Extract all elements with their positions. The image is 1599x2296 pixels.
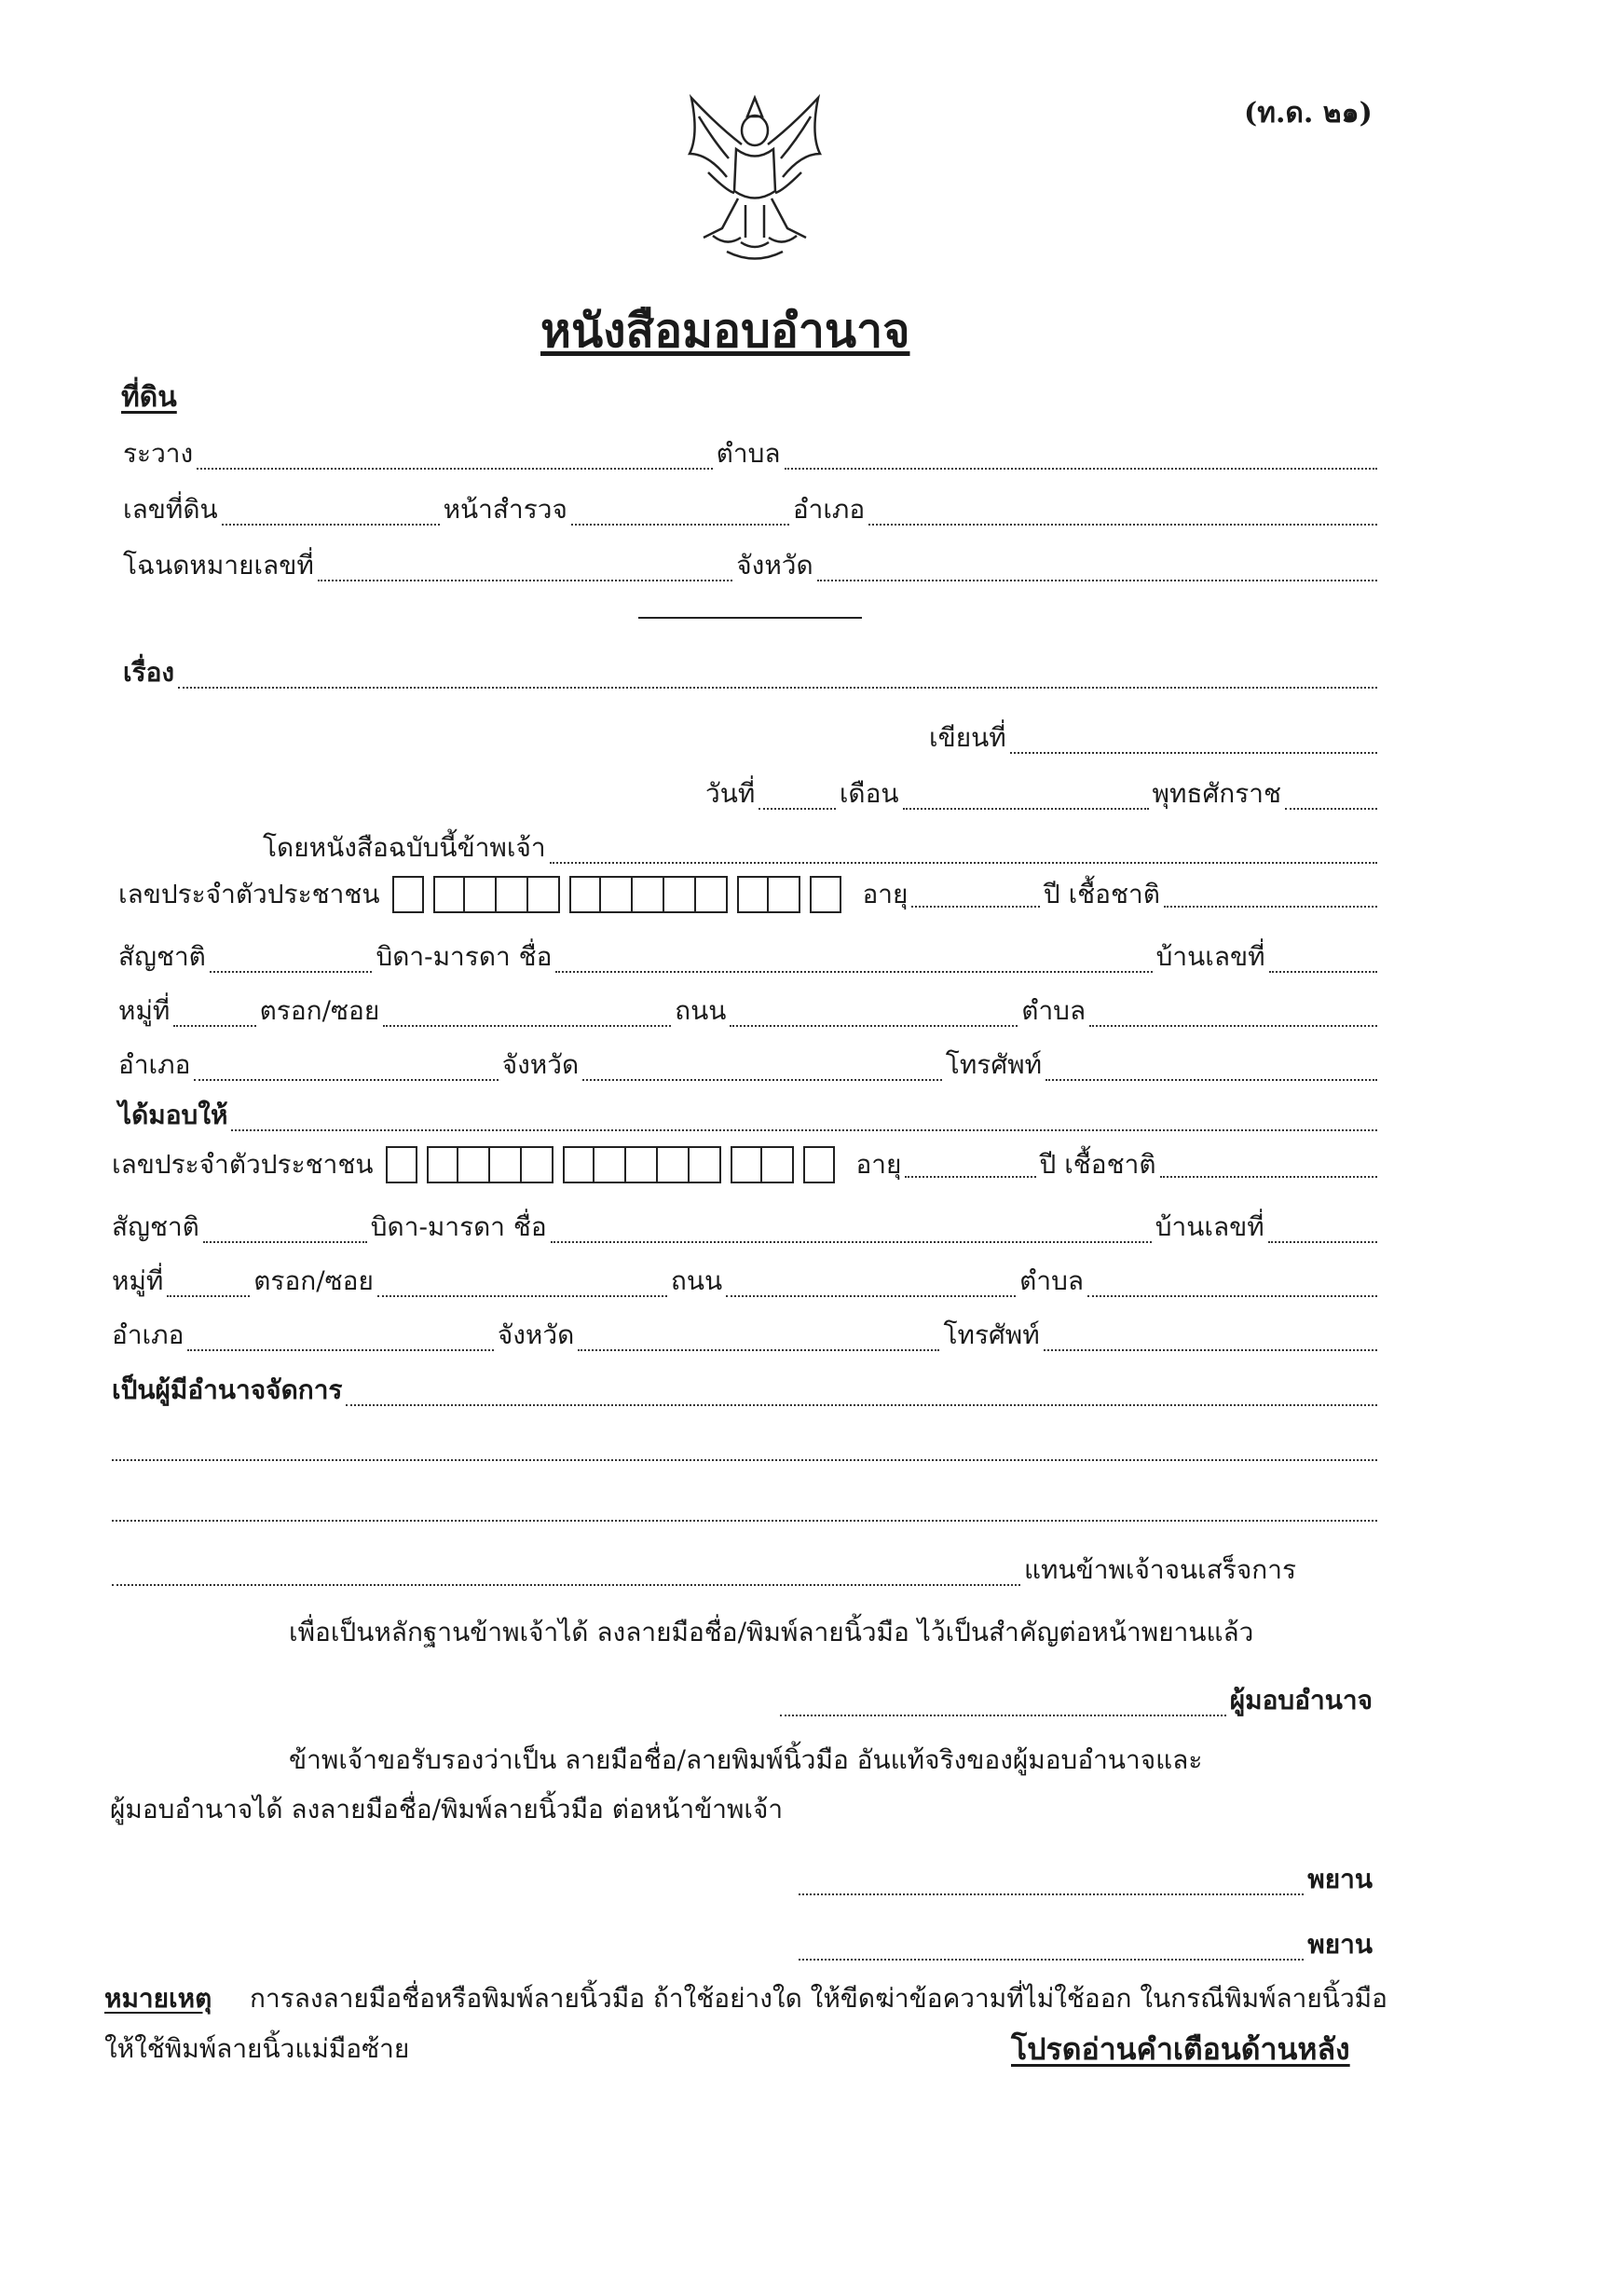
grantor-house-label: บ้านเลขที่ (1155, 941, 1265, 972)
grantor-amphoe-field[interactable] (194, 1055, 498, 1081)
month-field[interactable] (903, 784, 1149, 810)
id-digit-box[interactable] (594, 1146, 626, 1183)
grantee-phone-label: โทรศัพท์ (943, 1319, 1040, 1350)
grantor-soi-label: ตรอก/ซอย (259, 995, 380, 1026)
grantor-sign-row (778, 1685, 1374, 1716)
date-label: วันที่ (705, 778, 756, 809)
amphoe-field[interactable] (868, 499, 1377, 526)
grantee-name-field[interactable] (231, 1105, 1377, 1131)
grantor-parents-field[interactable] (555, 947, 1152, 973)
id-digit-box[interactable] (465, 876, 497, 913)
grantor-age-label: อายุ (862, 879, 909, 909)
tambon-field[interactable] (785, 444, 1377, 470)
grantee-house-field[interactable] (1268, 1217, 1377, 1243)
note-text: การลงลายมือชื่อหรือพิมพ์ลายนิ้วมือ ถ้าใช้อย่างใด ให้ขีดฆ่าข้อความที่ไม่ใช้ออก ในกรณีพิมพ์ลายนิ้วมือ (250, 1983, 1387, 2014)
subject-label: เรื่อง (123, 657, 175, 688)
grantee-phone-field[interactable] (1044, 1325, 1377, 1351)
witness-2-row (797, 1929, 1374, 1961)
id-digit-box[interactable] (769, 876, 800, 913)
id-digit-box[interactable] (386, 1146, 417, 1183)
land-no-label: เลขที่ดิน (123, 494, 218, 525)
authority-field-3[interactable] (112, 1496, 1377, 1522)
grantee-age-field[interactable] (905, 1152, 1035, 1178)
id-digit-box[interactable] (433, 876, 465, 913)
id-digit-box[interactable] (626, 1146, 658, 1183)
grantee-id-label: เลขประจำตัวประชาชน (112, 1149, 374, 1180)
grantee-nationality-label: สัญชาติ (112, 1211, 199, 1242)
grantor-province-label: จังหวัด (501, 1049, 580, 1080)
id-digit-box[interactable] (762, 1146, 794, 1183)
grantor-id-row (116, 876, 1379, 913)
grantor-phone-label: โทรศัพท์ (945, 1049, 1043, 1080)
grantee-row-4 (110, 1265, 1379, 1297)
grantor-sign-label: ผู้มอบอำนาจ (1229, 1685, 1373, 1715)
survey-page-field[interactable] (571, 499, 789, 526)
tambon-label: ตำบล (716, 438, 781, 469)
grantee-tambon-field[interactable] (1087, 1271, 1377, 1297)
grantee-id-group-2 (427, 1146, 554, 1183)
grantor-moo-label: หมู่ที่ (118, 995, 171, 1026)
grantee-amphoe-label: อำเภอ (112, 1319, 184, 1350)
written-at-label: เขียนที่ (929, 722, 1006, 753)
id-digit-box[interactable] (737, 876, 769, 913)
grantee-house-label: บ้านเลขที่ (1155, 1211, 1264, 1242)
grantee-amphoe-field[interactable] (187, 1325, 493, 1351)
authority-row (110, 1374, 1379, 1406)
grantee-soi-field[interactable] (377, 1271, 667, 1297)
survey-page-label: หน้าสำรวจ (443, 494, 567, 525)
written-at-field[interactable] (1010, 728, 1377, 754)
grantor-road-label: ถนน (675, 995, 727, 1026)
grantor-id-group-4 (737, 876, 800, 913)
grantee-parents-label: บิดา-มารดา ชื่อ (370, 1211, 547, 1242)
grantor-soi-field[interactable] (383, 1001, 671, 1027)
id-digit-box[interactable] (658, 1146, 690, 1183)
authority-line-3 (110, 1496, 1379, 1522)
id-digit-box[interactable] (392, 876, 424, 913)
land-row-1 (121, 438, 1379, 470)
grantor-race-field[interactable] (1164, 882, 1377, 908)
id-digit-box[interactable] (690, 1146, 721, 1183)
grantee-tambon-label: ตำบล (1019, 1265, 1084, 1296)
authority-label: เป็นผู้มีอำนาจจัดการ (112, 1374, 343, 1405)
grantor-age-field[interactable] (911, 882, 1039, 908)
authority-field-2[interactable] (112, 1435, 1377, 1461)
authority-field-4[interactable] (112, 1560, 1020, 1586)
grantor-nationality-label: สัญชาติ (118, 941, 206, 972)
grantee-province-field[interactable] (578, 1325, 939, 1351)
grantee-moo-label: หมู่ที่ (112, 1265, 164, 1296)
authority-line-2 (110, 1435, 1379, 1461)
grantee-id-group-4 (731, 1146, 794, 1183)
year-field[interactable] (1285, 784, 1377, 810)
month-label: เดือน (839, 778, 899, 809)
id-digit-box[interactable] (633, 876, 664, 913)
grantee-road-label: ถนน (670, 1265, 723, 1296)
grantor-intro-row (261, 832, 1379, 864)
land-no-field[interactable] (222, 499, 440, 526)
grantor-id-group-3 (569, 876, 728, 913)
grantor-sign-field[interactable] (780, 1690, 1226, 1716)
grantor-intro-label: โดยหนังสือฉบับนี้ข้าพเจ้า (263, 832, 546, 863)
grantor-tambon-field[interactable] (1089, 1001, 1377, 1027)
id-digit-box[interactable] (696, 876, 728, 913)
grantee-row (116, 1100, 1379, 1131)
grantor-name-field[interactable] (550, 838, 1377, 864)
id-digit-box[interactable] (563, 1146, 594, 1183)
province-field[interactable] (817, 555, 1377, 581)
witness-2-field[interactable] (799, 1934, 1304, 1961)
subject-field[interactable] (178, 663, 1377, 689)
grantor-race-label: ปี เชื้อชาติ (1043, 879, 1160, 909)
note-label: หมายเหตุ (104, 1983, 212, 2014)
grantee-nationality-field[interactable] (203, 1217, 367, 1243)
grantor-id-label: เลขประจำตัวประชาชน (118, 879, 380, 909)
amphoe-label: อำเภอ (792, 494, 866, 525)
note-line-2: ให้ใช้พิมพ์ลายนิ้วแม่มือซ้าย (104, 2033, 410, 2064)
form-code: (ท.ด. ๒๑) (1244, 97, 1373, 130)
grantor-tambon-label: ตำบล (1021, 995, 1086, 1026)
grantee-age-label: อายุ (855, 1149, 902, 1180)
grantor-moo-field[interactable] (173, 1001, 255, 1027)
id-digit-box[interactable] (803, 1146, 835, 1183)
grantee-id-group-5 (803, 1146, 835, 1183)
land-row-2 (121, 494, 1379, 526)
evidence-text: เพื่อเป็นหลักฐานข้าพเจ้าได้ ลงลายมือชื่อ/พิมพ์ลายนิ้วมือ ไว้เป็นสำคัญต่อหน้าพยานแล้ว (289, 1617, 1254, 1647)
rawang-label: ระวาง (123, 438, 194, 469)
id-digit-box[interactable] (601, 876, 633, 913)
id-digit-box[interactable] (569, 876, 601, 913)
grantor-road-field[interactable] (730, 1001, 1018, 1027)
authority-line-4 (110, 1554, 1298, 1586)
subject-row (121, 657, 1379, 689)
grantor-amphoe-label: อำเภอ (118, 1049, 191, 1080)
warning-text: โปรดอ่านคำเตือนด้านหลัง (1011, 2031, 1350, 2067)
witness-1-row (797, 1864, 1374, 1895)
id-digit-box[interactable] (528, 876, 560, 913)
grantor-house-field[interactable] (1269, 947, 1377, 973)
grantor-id-group-1 (392, 876, 424, 913)
deed-no-label: โฉนดหมายเลขที่ (123, 550, 314, 581)
grantee-id-group-3 (563, 1146, 721, 1183)
date-row (704, 778, 1379, 810)
id-digit-box[interactable] (522, 1146, 554, 1183)
grantee-province-label: จังหวัด (497, 1319, 575, 1350)
grantee-id-row (110, 1146, 1379, 1183)
grantor-id-group-2 (433, 876, 560, 913)
grantor-id-group-5 (810, 876, 841, 913)
grantor-row-4 (116, 995, 1379, 1027)
garuda-emblem-icon (671, 89, 839, 275)
land-heading: ที่ดิน (121, 381, 177, 414)
grantor-row-3 (116, 941, 1379, 973)
id-digit-box[interactable] (427, 1146, 458, 1183)
grantee-moo-field[interactable] (167, 1271, 250, 1297)
deed-no-field[interactable] (318, 555, 732, 581)
authority-field-1[interactable] (346, 1380, 1377, 1406)
written-at-row (927, 722, 1379, 754)
province-label: จังหวัด (736, 550, 813, 581)
grantee-road-field[interactable] (726, 1271, 1016, 1297)
grantee-race-field[interactable] (1160, 1152, 1377, 1178)
rawang-field[interactable] (197, 444, 712, 470)
id-digit-box[interactable] (458, 1146, 490, 1183)
grantor-province-field[interactable] (582, 1055, 942, 1081)
grantee-id-group-1 (386, 1146, 417, 1183)
date-field[interactable] (758, 784, 835, 810)
section-divider (638, 617, 862, 619)
witness-1-label: พยาน (1307, 1864, 1373, 1894)
grantee-row-3 (110, 1211, 1379, 1243)
id-digit-box[interactable] (664, 876, 696, 913)
grantee-row-5 (110, 1319, 1379, 1351)
id-digit-box[interactable] (497, 876, 528, 913)
year-label: พุทธศักราช (1152, 778, 1281, 809)
grantor-nationality-field[interactable] (210, 947, 373, 973)
grantor-phone-field[interactable] (1046, 1055, 1377, 1081)
id-digit-box[interactable] (490, 1146, 522, 1183)
grantee-soi-label: ตรอก/ซอย (253, 1265, 374, 1296)
grantee-parents-field[interactable] (551, 1217, 1152, 1243)
id-digit-box[interactable] (810, 876, 841, 913)
witness-1-field[interactable] (799, 1869, 1304, 1895)
grantee-race-label: ปี เชื้อชาติ (1039, 1149, 1156, 1180)
witness-2-label: พยาน (1307, 1929, 1373, 1960)
until-done-label: แทนข้าพเจ้าจนเสร็จการ (1023, 1554, 1296, 1585)
land-row-3 (121, 550, 1379, 581)
grantee-label: ได้มอบให้ (118, 1100, 228, 1130)
id-digit-box[interactable] (731, 1146, 762, 1183)
grantor-row-5 (116, 1049, 1379, 1081)
grantor-parents-label: บิดา-มารดา ชื่อ (376, 941, 553, 972)
certify-line-2: ผู้มอบอำนาจได้ ลงลายมือชื่อ/พิมพ์ลายนิ้วมือ ต่อหน้าข้าพเจ้า (110, 1794, 784, 1824)
certify-line-1: ข้าพเจ้าขอรับรองว่าเป็น ลายมือชื่อ/ลายพิมพ์นิ้วมือ อันแท้จริงของผู้มอบอำนาจและ (289, 1744, 1203, 1775)
page-title: หนังสือมอบอำนาจ (540, 303, 910, 358)
